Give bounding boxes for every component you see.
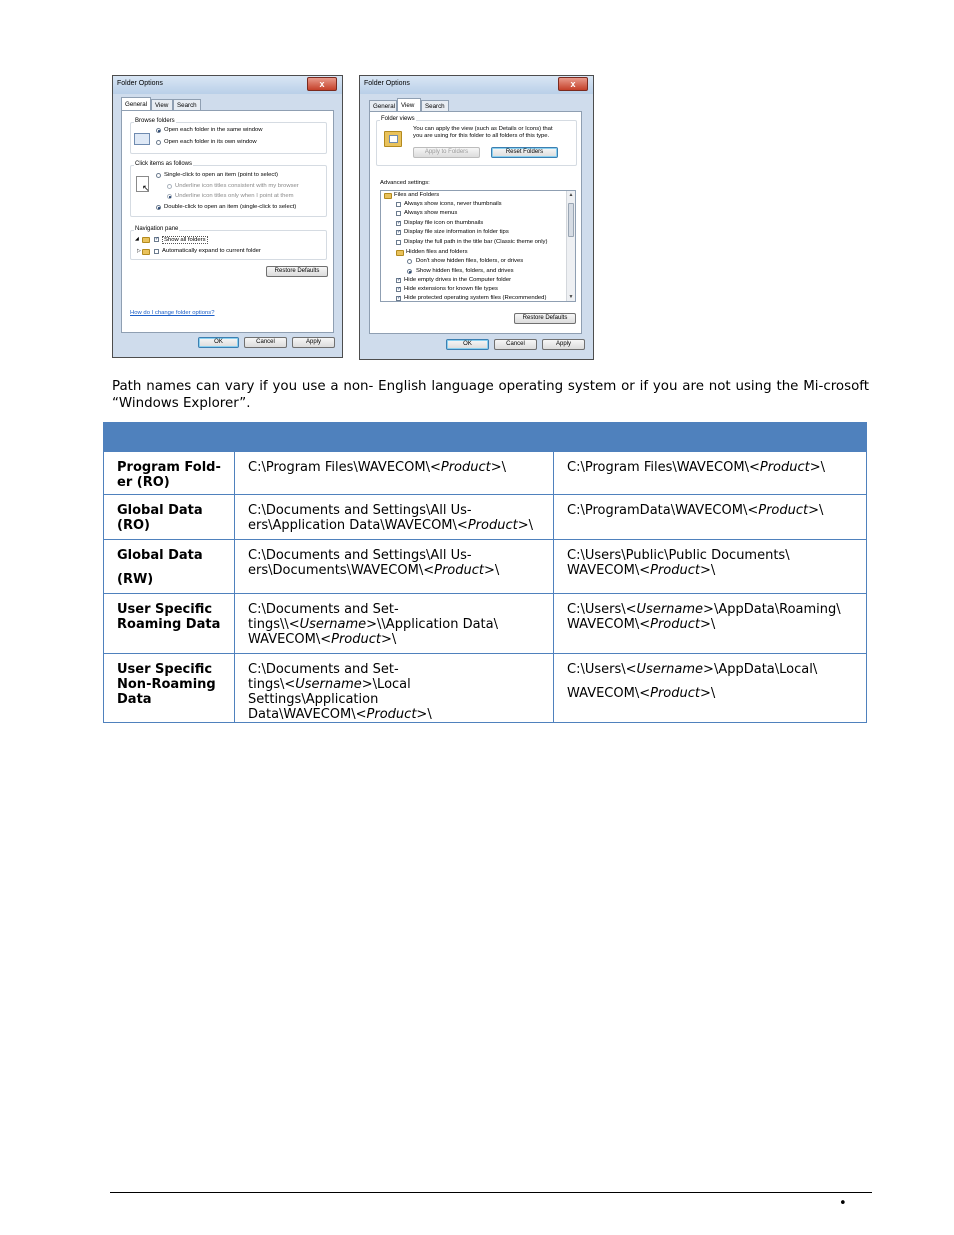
double-click-radio[interactable] (156, 205, 161, 210)
underline-browser-label: Underline icon titles consistent with my browser (175, 183, 299, 189)
underline-point-radio[interactable] (167, 194, 172, 199)
general-tab-page (121, 110, 334, 333)
table-header-row (104, 423, 867, 452)
header-cell (104, 423, 235, 452)
ok-button[interactable]: OK (198, 337, 239, 348)
folder-icon (142, 249, 150, 255)
table-row (104, 540, 867, 594)
advanced-settings-list[interactable] (380, 190, 576, 302)
xp-path-cell: C:\Documents and Settings\All Us- ers\Application Data\WAVECOM\<Product>\ (235, 495, 554, 540)
folder-views-desc-2: you are using for this folder to all folders of this type. (413, 133, 550, 139)
footer-rule (110, 1192, 872, 1193)
same-window-radio[interactable] (156, 128, 161, 133)
folder-views-group (376, 116, 577, 166)
view-tab-page (369, 111, 582, 334)
tab-view[interactable]: View (151, 99, 173, 110)
close-button[interactable]: x (307, 77, 337, 91)
list-scrollbar[interactable] (566, 191, 575, 301)
underline-browser-radio[interactable] (167, 184, 172, 189)
folder-icon (396, 250, 404, 256)
folder-icon (142, 237, 150, 243)
adv-item-file-icon-thumbnails: Display file icon on thumbnails (404, 220, 484, 226)
title-bar (360, 76, 593, 94)
click-items-group (130, 161, 327, 217)
xp-path-cell: C:\Documents and Set- tings\<Username>\Local Settings\Application Data\WAVECOM\<Product>\ (235, 654, 554, 723)
folder-options-dialog-view (359, 75, 594, 360)
folder-options-dialog-general (112, 75, 343, 358)
tab-search[interactable]: Search (173, 99, 201, 110)
underline-point-label: Underline icon titles only when I point at them (175, 193, 294, 199)
double-click-label: Double-click to open an item (single-click to select) (164, 204, 297, 210)
file-size-tips-checkbox[interactable]: ✓ (397, 229, 402, 235)
hide-protected-files-checkbox[interactable]: ✓ (397, 295, 402, 301)
scroll-thumb[interactable] (568, 203, 574, 237)
tab-general[interactable]: General (121, 97, 151, 110)
apply-to-folders-button[interactable]: Apply to Folders (413, 147, 480, 158)
cursor-icon: ↖ (142, 183, 150, 193)
header-cell (554, 423, 867, 452)
advanced-settings-label: Advanced settings: (380, 180, 430, 186)
table-row (104, 495, 867, 540)
browse-folders-group (130, 118, 327, 154)
adv-item-hide-protected-files: Hide protected operating system files (Recommended) (404, 295, 547, 301)
row-label: User Specific Non-Roaming Data (104, 654, 235, 723)
adv-item-hidden-files-folders: Hidden files and folders (406, 249, 468, 255)
xp-path-cell: C:\Program Files\WAVECOM\<Product>\ (235, 452, 554, 495)
adv-item-show-hidden: Show hidden files, folders, and drives (416, 268, 514, 274)
close-button[interactable]: x (558, 77, 588, 91)
dialog-title: Folder Options (364, 80, 410, 87)
table-row (104, 654, 867, 723)
cancel-button[interactable]: Cancel (244, 337, 287, 348)
folder-views-desc-1: You can apply the view (such as Details or Icons) that (413, 126, 553, 132)
apply-button[interactable]: Apply (542, 339, 585, 350)
hide-extensions-checkbox[interactable]: ✓ (397, 286, 402, 292)
tab-general[interactable]: General (369, 100, 397, 111)
adv-item-always-show-icons: Always show icons, never thumbnails (404, 201, 502, 207)
dont-show-hidden-radio[interactable] (407, 259, 412, 264)
always-show-menus-checkbox[interactable] (396, 211, 401, 216)
full-path-title-checkbox[interactable] (396, 240, 401, 245)
xp-path-cell: C:\Documents and Settings\All Us- ers\Documents\WAVECOM\<Product>\ (235, 540, 554, 594)
show-hidden-radio[interactable] (407, 269, 412, 274)
ok-button[interactable]: OK (446, 339, 489, 350)
xp-path-cell: C:\Documents and Set- tings\\<Username>\\Application Data\ WAVECOM\<Product>\ (235, 594, 554, 654)
win7-path-cell: C:\Users\Public\Public Documents\ WAVECOM\<Product>\ (554, 540, 867, 594)
path-table (103, 422, 867, 723)
win7-path-cell: C:\Users\<Username>\AppData\Local\ WAVECOM\<Product>\ (554, 654, 867, 723)
adv-item-hide-empty-drives: Hide empty drives in the Computer folder (404, 277, 512, 283)
scroll-down-icon[interactable]: ▼ (568, 294, 574, 300)
win7-path-cell: C:\Users\<Username>\AppData\Roaming\ WAVECOM\<Product>\ (554, 594, 867, 654)
title-bar (113, 76, 342, 94)
show-all-folders-label: Show all folders (164, 237, 206, 243)
own-window-radio[interactable] (156, 140, 161, 145)
table-row (104, 594, 867, 654)
scroll-up-icon[interactable]: ▲ (568, 192, 574, 198)
path-names-note: Path names can vary if you use a non- English language operating system or if you are not using the Mi-crosoft “Windows Explorer”. (112, 379, 869, 411)
hide-empty-drives-checkbox[interactable]: ✓ (397, 277, 402, 283)
header-cell (235, 423, 554, 452)
restore-defaults-button[interactable]: Restore Defaults (266, 266, 328, 277)
cancel-button[interactable]: Cancel (494, 339, 537, 350)
file-icon-thumbnails-checkbox[interactable]: ✓ (397, 220, 402, 226)
collapsed-arrow-icon: ▷ (137, 248, 141, 254)
same-window-label: Open each folder in the same window (164, 127, 263, 133)
auto-expand-checkbox[interactable] (154, 249, 159, 254)
adv-item-hide-extensions: Hide extensions for known file types (404, 286, 498, 292)
row-label: Program Fold- er (RO) (104, 452, 235, 495)
adv-item-files-and-folders: Files and Folders (394, 192, 440, 198)
adv-item-always-show-menus: Always show menus (404, 210, 458, 216)
dialog-title: Folder Options (117, 80, 163, 87)
help-link[interactable]: How do I change folder options? (130, 310, 215, 316)
expand-arrow-icon: ◢ (135, 236, 139, 242)
adv-item-full-path-title: Display the full path in the title bar (Classic theme only) (404, 239, 548, 245)
browse-folders-label: Browse folders (135, 118, 175, 124)
row-label: User Specific Roaming Data (104, 594, 235, 654)
table-row (104, 452, 867, 495)
adv-item-dont-show-hidden: Don't show hidden files, folders, or drives (416, 258, 524, 264)
show-all-folders-checkbox[interactable]: ✓ (155, 236, 160, 242)
adv-item-file-size-tips: Display file size information in folder tips (404, 229, 509, 235)
navigation-pane-label: Navigation pane (135, 226, 179, 232)
row-label: Global Data (RW) (104, 540, 235, 594)
restore-defaults-button[interactable]: Restore Defaults (514, 313, 576, 324)
apply-button[interactable]: Apply (292, 337, 335, 348)
click-items-label: Click items as follows (135, 161, 193, 167)
folder-icon (384, 193, 392, 199)
tab-search[interactable]: Search (421, 100, 449, 111)
always-show-icons-checkbox[interactable] (396, 202, 401, 207)
row-label: Global Data (RO) (104, 495, 235, 540)
footer-bullet: • (839, 1196, 847, 1211)
auto-expand-label: Automatically expand to current folder (162, 248, 261, 254)
win7-path-cell: C:\Program Files\WAVECOM\<Product>\ (554, 452, 867, 495)
win7-path-cell: C:\ProgramData\WAVECOM\<Product>\ (554, 495, 867, 540)
browse-folders-icon (134, 133, 150, 145)
single-click-label: Single-click to open an item (point to select) (164, 172, 278, 178)
own-window-label: Open each folder in its own window (164, 139, 257, 145)
reset-folders-button[interactable]: Reset Folders (491, 147, 558, 158)
single-click-radio[interactable] (156, 173, 161, 178)
folder-views-label: Folder views (381, 116, 415, 122)
folder-views-icon (384, 131, 402, 147)
tab-view[interactable]: View (397, 98, 421, 111)
navigation-pane-group (130, 226, 327, 260)
